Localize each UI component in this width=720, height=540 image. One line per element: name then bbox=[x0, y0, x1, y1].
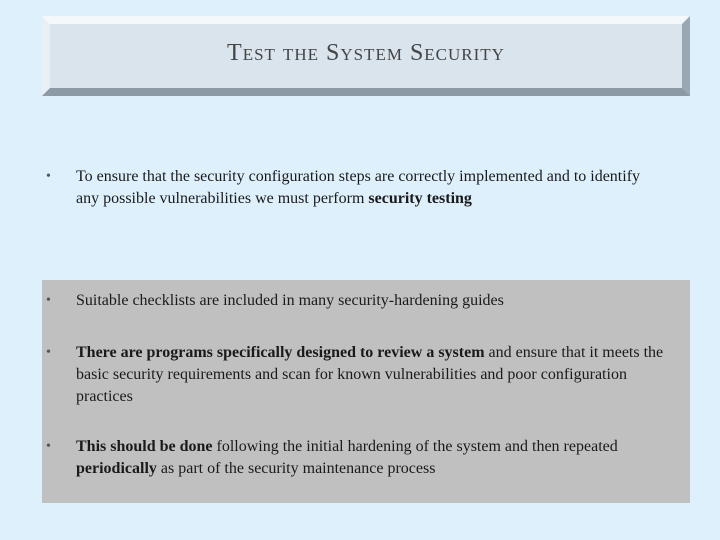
bullet-icon: • bbox=[46, 439, 51, 454]
bullet-icon: • bbox=[46, 345, 51, 360]
bullet-timing bbox=[46, 436, 666, 480]
bold-phrase: This should be done bbox=[76, 438, 213, 455]
slide-title-box bbox=[42, 16, 690, 96]
bullet-intro-text: To ensure that the security configuration steps are correctly implemented and to identify any possible vulnerabilities we must perform security testing bbox=[76, 168, 641, 207]
bold-phrase: There are programs specifically designed to review a system bbox=[76, 344, 485, 361]
bullet-icon: • bbox=[46, 169, 51, 184]
bold-phrase: periodically bbox=[76, 460, 157, 477]
content-panel bbox=[42, 280, 690, 503]
bullet-programs-text: There are programs specifically designed to review a system and ensure that it meets the basic security requirements and scan for known vulnerabilities and poor configuration practices bbox=[76, 344, 664, 405]
bullet-programs bbox=[46, 342, 666, 408]
bullet-checklists bbox=[46, 290, 666, 312]
bullet-intro bbox=[46, 166, 666, 210]
bullet-icon: • bbox=[46, 293, 51, 308]
bullet-checklists-text: Suitable checklists are included in many security-hardening guides bbox=[76, 292, 504, 309]
bullet-timing-text: This should be done following the initial hardening of the system and then repeated periodically as part of the security maintenance process bbox=[76, 438, 618, 477]
bold-phrase: security testing bbox=[368, 190, 472, 207]
slide-title: Test the System Security bbox=[227, 39, 505, 66]
